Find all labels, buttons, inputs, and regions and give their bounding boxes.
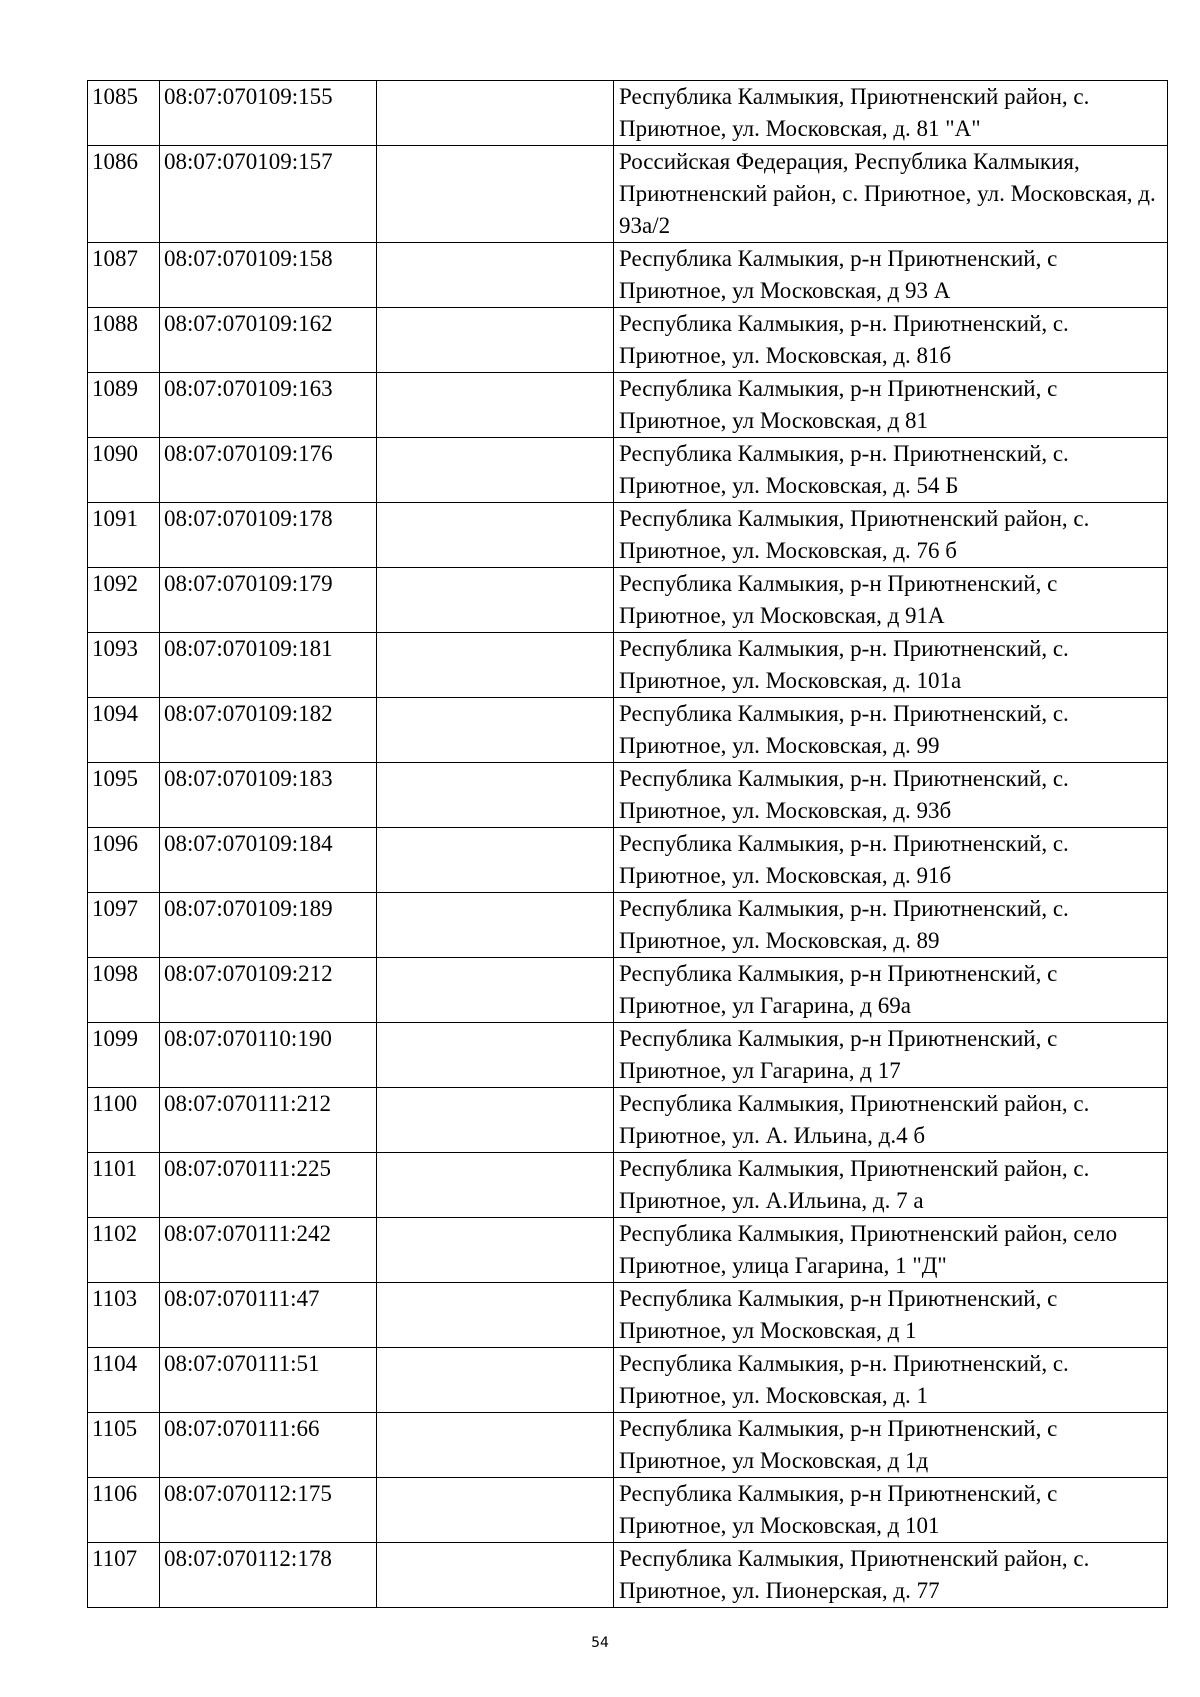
row-number-cell: 1102 [88,1218,160,1283]
address-cell: Республика Калмыкия, р-н. Приютненский, с. Приютное, ул. Московская, д. 54 Б [614,438,1168,503]
cadastral-number-cell: 08:07:070109:157 [160,146,377,243]
address-cell: Республика Калмыкия, р-н. Приютненский, с. Приютное, ул. Московская, д. 99 [614,698,1168,763]
property-table [87,80,1168,1608]
property-table-body [88,81,1168,1608]
cadastral-number-cell: 08:07:070111:242 [160,1218,377,1283]
address-cell: Республика Калмыкия, Приютненский район, с. Приютное, ул. Московская, д. 81 "А" [614,81,1168,146]
table-row [88,568,1168,633]
address-cell: Республика Калмыкия, р-н Приютненский, с Приютное, ул Московская, д 93 А [614,243,1168,308]
cadastral-number-cell: 08:07:070111:47 [160,1283,377,1348]
address-cell: Республика Калмыкия, Приютненский район, с. Приютное, ул. А. Ильина, д.4 б [614,1088,1168,1153]
cadastral-number-cell: 08:07:070111:212 [160,1088,377,1153]
address-cell: Республика Калмыкия, р-н Приютненский, с Приютное, ул Гагарина, д 69а [614,958,1168,1023]
table-row [88,243,1168,308]
empty-cell [377,373,614,438]
table-row [88,1283,1168,1348]
row-number-cell: 1086 [88,146,160,243]
empty-cell [377,763,614,828]
table-row [88,503,1168,568]
row-number-cell: 1101 [88,1153,160,1218]
empty-cell [377,146,614,243]
empty-cell [377,1413,614,1478]
cadastral-number-cell: 08:07:070109:158 [160,243,377,308]
address-cell: Республика Калмыкия, р-н Приютненский, с Приютное, ул Московская, д 101 [614,1478,1168,1543]
table-row [88,146,1168,243]
address-cell: Республика Калмыкия, р-н. Приютненский, с. Приютное, ул. Московская, д. 93б [614,763,1168,828]
row-number-cell: 1095 [88,763,160,828]
address-cell: Республика Калмыкия, Приютненский район, село Приютное, улица Гагарина, 1 "Д" [614,1218,1168,1283]
cadastral-number-cell: 08:07:070111:225 [160,1153,377,1218]
address-cell: Республика Калмыкия, р-н Приютненский, с Приютное, ул Московская, д 1д [614,1413,1168,1478]
cadastral-number-cell: 08:07:070109:176 [160,438,377,503]
row-number-cell: 1094 [88,698,160,763]
table-row [88,373,1168,438]
empty-cell [377,698,614,763]
page-number: 54 [591,1635,609,1651]
table-row [88,1543,1168,1608]
row-number-cell: 1098 [88,958,160,1023]
table-row [88,1413,1168,1478]
table-row [88,1218,1168,1283]
row-number-cell: 1104 [88,1348,160,1413]
address-cell: Республика Калмыкия, Приютненский район, с. Приютное, ул. А.Ильина, д. 7 а [614,1153,1168,1218]
empty-cell [377,1348,614,1413]
empty-cell [377,1478,614,1543]
table-row [88,893,1168,958]
empty-cell [377,633,614,698]
empty-cell [377,81,614,146]
cadastral-number-cell: 08:07:070109:179 [160,568,377,633]
table-row [88,1478,1168,1543]
address-cell: Республика Калмыкия, р-н. Приютненский, с. Приютное, ул. Московская, д. 91б [614,828,1168,893]
address-cell: Республика Калмыкия, р-н Приютненский, с Приютное, ул Московская, д 1 [614,1283,1168,1348]
cadastral-number-cell: 08:07:070109:184 [160,828,377,893]
row-number-cell: 1096 [88,828,160,893]
row-number-cell: 1089 [88,373,160,438]
address-cell: Республика Калмыкия, р-н Приютненский, с Приютное, ул Московская, д 91А [614,568,1168,633]
row-number-cell: 1097 [88,893,160,958]
cadastral-number-cell: 08:07:070111:66 [160,1413,377,1478]
table-row [88,1023,1168,1088]
empty-cell [377,1218,614,1283]
table-row [88,958,1168,1023]
row-number-cell: 1103 [88,1283,160,1348]
cadastral-number-cell: 08:07:070109:183 [160,763,377,828]
table-row [88,1348,1168,1413]
table-row [88,828,1168,893]
table-row [88,81,1168,146]
row-number-cell: 1105 [88,1413,160,1478]
row-number-cell: 1099 [88,1023,160,1088]
row-number-cell: 1091 [88,503,160,568]
empty-cell [377,893,614,958]
empty-cell [377,308,614,373]
empty-cell [377,243,614,308]
cadastral-number-cell: 08:07:070109:163 [160,373,377,438]
row-number-cell: 1093 [88,633,160,698]
empty-cell [377,828,614,893]
row-number-cell: 1087 [88,243,160,308]
cadastral-number-cell: 08:07:070112:178 [160,1543,377,1608]
cadastral-number-cell: 08:07:070111:51 [160,1348,377,1413]
address-cell: Российская Федерация, Республика Калмыкия, Приютненский район, с. Приютное, ул. Московская, д. 93а/2 [614,146,1168,243]
empty-cell [377,1088,614,1153]
cadastral-number-cell: 08:07:070109:182 [160,698,377,763]
cadastral-number-cell: 08:07:070109:189 [160,893,377,958]
table-row [88,438,1168,503]
table-row [88,1153,1168,1218]
row-number-cell: 1107 [88,1543,160,1608]
cadastral-number-cell: 08:07:070110:190 [160,1023,377,1088]
address-cell: Республика Калмыкия, Приютненский район, с. Приютное, ул. Московская, д. 76 б [614,503,1168,568]
cadastral-number-cell: 08:07:070112:175 [160,1478,377,1543]
address-cell: Республика Калмыкия, р-н Приютненский, с Приютное, ул Московская, д 81 [614,373,1168,438]
address-cell: Республика Калмыкия, р-н. Приютненский, с. Приютное, ул. Московская, д. 81б [614,308,1168,373]
empty-cell [377,438,614,503]
cadastral-number-cell: 08:07:070109:181 [160,633,377,698]
row-number-cell: 1090 [88,438,160,503]
cadastral-number-cell: 08:07:070109:178 [160,503,377,568]
row-number-cell: 1106 [88,1478,160,1543]
row-number-cell: 1100 [88,1088,160,1153]
cadastral-number-cell: 08:07:070109:155 [160,81,377,146]
table-row [88,763,1168,828]
empty-cell [377,568,614,633]
address-cell: Республика Калмыкия, р-н Приютненский, с Приютное, ул Гагарина, д 17 [614,1023,1168,1088]
empty-cell [377,1283,614,1348]
empty-cell [377,1153,614,1218]
cadastral-number-cell: 08:07:070109:212 [160,958,377,1023]
address-cell: Республика Калмыкия, р-н. Приютненский, с. Приютное, ул. Московская, д. 101а [614,633,1168,698]
table-row [88,1088,1168,1153]
row-number-cell: 1092 [88,568,160,633]
table-row [88,633,1168,698]
empty-cell [377,1023,614,1088]
table-row [88,698,1168,763]
empty-cell [377,958,614,1023]
empty-cell [377,503,614,568]
address-cell: Республика Калмыкия, р-н. Приютненский, с. Приютное, ул. Московская, д. 1 [614,1348,1168,1413]
empty-cell [377,1543,614,1608]
address-cell: Республика Калмыкия, р-н. Приютненский, с. Приютное, ул. Московская, д. 89 [614,893,1168,958]
row-number-cell: 1085 [88,81,160,146]
row-number-cell: 1088 [88,308,160,373]
cadastral-number-cell: 08:07:070109:162 [160,308,377,373]
address-cell: Республика Калмыкия, Приютненский район, с. Приютное, ул. Пионерская, д. 77 [614,1543,1168,1608]
table-row [88,308,1168,373]
